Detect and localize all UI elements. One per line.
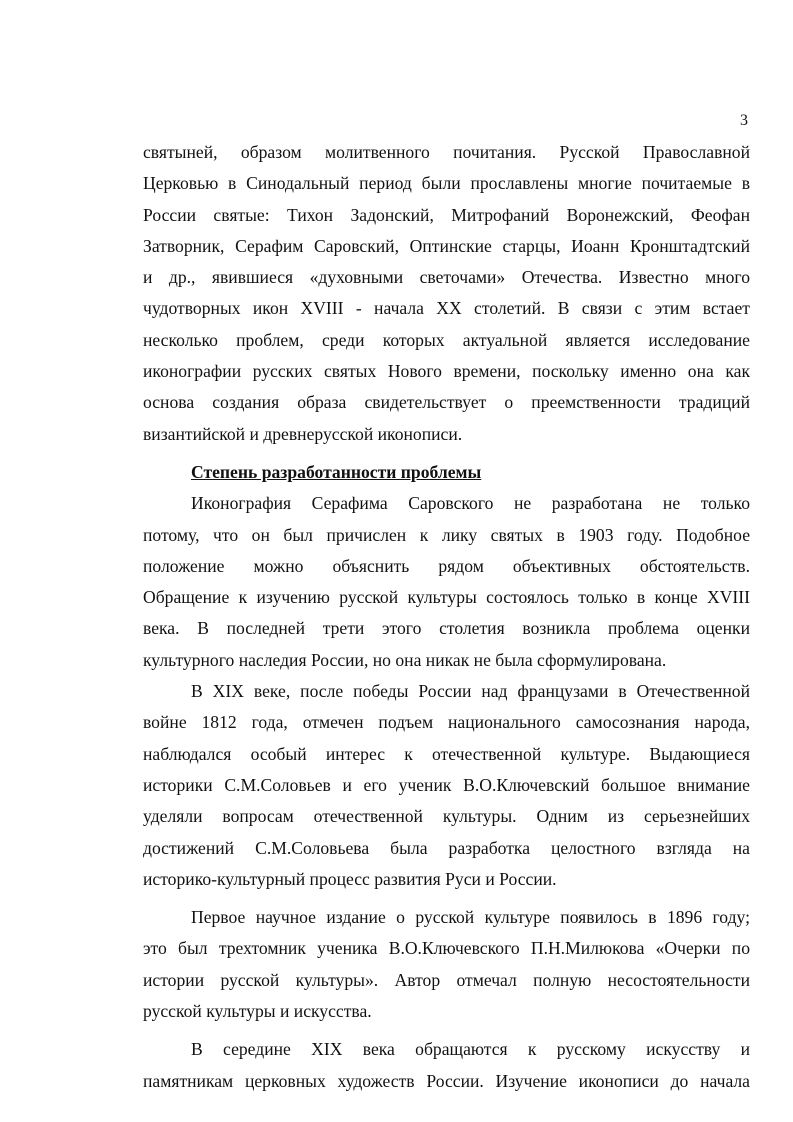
paragraph-nineteenth-century <box>143 676 750 895</box>
body-text <box>143 137 750 1097</box>
text-line: войне 1812 года, отмечен подъем национального самосознания народа, <box>143 712 750 733</box>
text-line: святыней, образом молитвенного почитания. Русской Православной <box>143 142 750 162</box>
text-line: основа создания образа свидетельствует о преемственности традиций <box>143 392 750 413</box>
text-line: историки С.М.Соловьев и его ученик В.О.Ключевский большое внимание <box>143 774 750 795</box>
text-line: и др., явившиеся «духовными светочами» Отечества. Известно много <box>143 267 750 288</box>
text-line: В середине XIX века обращаются к русскому искусству и <box>191 1039 750 1060</box>
text-line: это был трехтомник ученика В.О.Ключевского П.Н.Милюкова «Очерки по <box>143 938 750 959</box>
text-line: Обращение к изучению русской культуры состоялось только в конце XVIII <box>143 587 750 608</box>
text-line: русской культуры и искусства. <box>143 1001 372 1022</box>
text-line: положение можно объяснить рядом объективных обстоятельств. <box>143 555 750 576</box>
text-line: В XIX веке, после победы России над французами в Отечественной <box>191 681 750 702</box>
text-line: иконографии русских святых Нового времени, поскольку именно она как <box>143 361 750 382</box>
paragraph-continuation <box>143 137 750 450</box>
text-line: века. В последней трети этого столетия возникла проблема оценки <box>143 618 750 639</box>
text-line: наблюдался особый интерес к отечественной культуре. Выдающиеся <box>143 743 750 764</box>
text-line: несколько проблем, среди которых актуальной является исследование <box>143 329 750 350</box>
text-line: византийской и древнерусской иконописи. <box>143 423 463 444</box>
text-line: памятникам церковных художеств России. Изучение иконописи до начала <box>143 1070 750 1091</box>
text-line: России святые: Тихон Задонский, Митрофаний Воронежский, Феофан <box>143 204 750 225</box>
text-line: Церковью в Синодальный период были прославлены многие почитаемые в <box>143 173 750 194</box>
text-line: историко-культурный процесс развития Руси и России. <box>143 868 557 889</box>
text-line: достижений С.М.Соловьева была разработка целостного взгляда на <box>143 837 750 858</box>
page-number: 3 <box>740 112 748 129</box>
text-line: чудотворных икон XVIII - начала XX столетий. В связи с этим встает <box>143 298 750 319</box>
paragraph-development <box>143 488 750 676</box>
text-line: потому, что он был причислен к лику святых в 1903 году. Подобное <box>143 524 750 545</box>
text-line: Первое научное издание о русской культуре появилось в 1896 году; <box>191 907 750 928</box>
text-line: культурного наследия России, но она никак не была сформулирована. <box>143 649 667 670</box>
paragraph-mid-century <box>143 1034 750 1097</box>
paragraph-first-edition <box>143 902 750 1027</box>
text-line: истории русской культуры». Автор отмечал полную несостоятельности <box>143 969 750 990</box>
text-line: уделяли вопросам отечественной культуры. Одним из серьезнейших <box>143 806 750 827</box>
section-heading: Степень разработанности проблемы <box>191 461 482 482</box>
text-line: Затворник, Серафим Саровский, Оптинские старцы, Иоанн Кронштадтский <box>143 235 750 256</box>
text-line: Иконография Серафима Саровского не разработана не только <box>191 493 750 514</box>
